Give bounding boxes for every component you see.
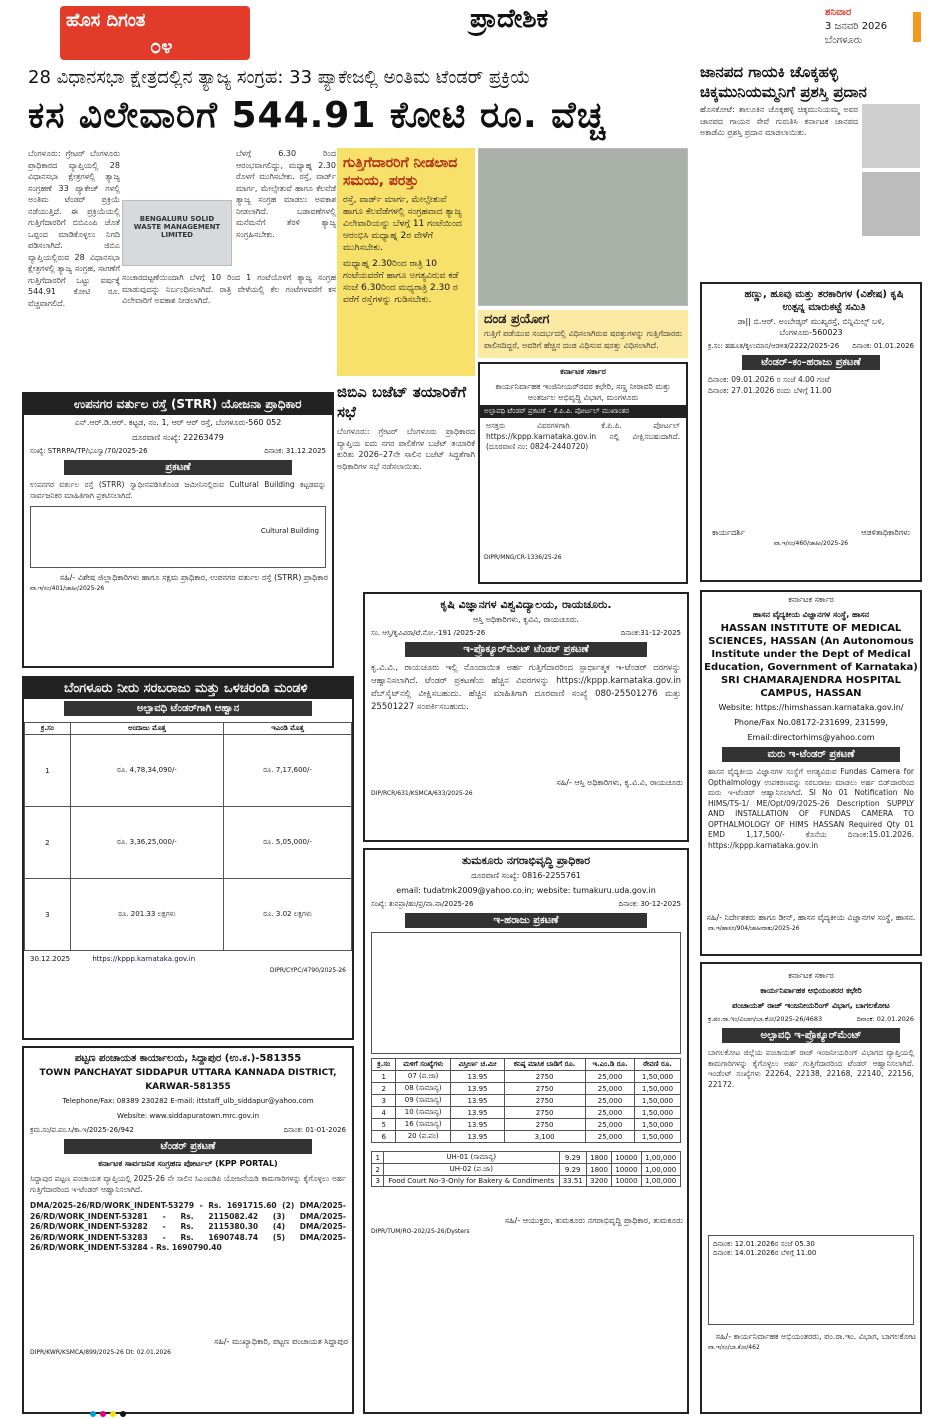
lead-kicker: 28 ವಿಧಾನಸಭಾ ಕ್ಷೇತ್ರದಲ್ಲಿನ ತ್ಯಾಜ್ಯ ಸಂಗ್ರಹ: 33 ಪ್ಯಾಕೇಜಲ್ಲಿ ಅಂತಿಮ ಟೆಂಡರ್ ಪ್ರಕ್ರಿಯೆ [28, 67, 531, 88]
table-cell: ರೂ. 3,36,25,000/- [70, 807, 223, 879]
bwssb-code: DIPR/CYPC/4790/2025-26 [269, 967, 346, 974]
table-cell: Food Court No-3-Only for Bakery & Condiments [384, 1176, 559, 1187]
tuda-kiosk-table [371, 1151, 680, 1187]
table-header-cell: ಮಳಿಗೆ ಸಂಖ್ಯೆಗಳು [395, 1059, 450, 1071]
apmc-code: ವಾ.ಇ/ಸಂ/460/ಜಾಹೀ/2025-26 [773, 540, 849, 547]
registration-mark [120, 1411, 126, 1417]
singer-photo [862, 104, 920, 168]
ad-strr [22, 392, 334, 668]
table-cell: 10 (ಸಾಮಾನ್ಯ) [395, 1107, 450, 1119]
bwssb-banner: ಅಲ್ಪಾವಧಿ ಟೆಂಡರ್‌ಗಾಗಿ ಆಹ್ವಾನ [64, 701, 312, 716]
sidebox-item-1: ರಸ್ತೆ, ವಾರ್ಡ್ ಮಾರ್ಗ, ಮೇಲ್ಸೇತುವೆ ಹಾಗೂ ಕೆಲವೆಡೆಗಳಲ್ಲಿ ಸಂಗ್ರಹವಾದ ತ್ಯಾಜ್ಯ ವಿಲೇವಾರಿಯನ್ನು ಬೆಳಗ್ಗೆ 11 ಗಂಟೆಯಿಂದ ಆರಂಭಿಸಿ ಮಧ್ಯಾಹ್ನ 2ರ ವೇಳೆಗೆ ಮುಗಿಸಬೇಕು. [343, 195, 462, 253]
table-row [372, 1176, 680, 1187]
table-header-cell: ಇ.ಎಂ.ಡಿ ರೂ. [585, 1059, 635, 1071]
hims-kannada-name: ಹಾಸನ ವೈದ್ಯಕೀಯ ವಿಜ್ಞಾನಗಳ ಸಂಸ್ಥೆ, ಹಾಸನ [752, 610, 870, 619]
mi-title: ಕರ್ನಾಟಕ ಸರ್ಕಾರ [560, 367, 606, 376]
table-cell: 1 [372, 1071, 396, 1083]
budget-story [337, 382, 475, 594]
uas-date: ದಿನಾಂಕ:31-12-2025 [620, 629, 681, 637]
hims-email[interactable]: Email:directorhims@yahoo.com [747, 733, 875, 742]
hims-phone: Phone/Fax No.08172-231699, 231599, [734, 718, 888, 727]
siddapur-signature: ಸಹಿ/- ಮುಖ್ಯಾಧಿಕಾರಿ, ಪಟ್ಟಣ ಪಂಚಾಯತ ಸಿದ್ದಾಪುರ [214, 1337, 348, 1346]
siddapur-works: DMA/2025-26/RD/WORK_INDENT-53279 - Rs. 1691715.60 (2) DMA/2025-26/RD/WORK_INDENT-53281 - Rs. 2115082.42 (3) DMA/2025-26/RD/WORK_INDENT-53282 - Rs. 2115380.30 (4) DMA/2025-26/RD/WORK_INDENT-53283 - Rs. 1690748.74 (5) DMA/2025-26/RD/WORK_INDENT-53284 - Rs. 1690790.40 [30, 1201, 346, 1252]
table-cell: 1800 [586, 1164, 611, 1176]
hims-signature: ಸಹಿ/- ನಿರ್ದೇಶಕರು ಹಾಗೂ ಡೀನ್, ಹಾಸನ ವೈದ್ಯಕೀಯ ವಿಜ್ಞಾನಗಳ ಸಂಸ್ಥೆ, ಹಾಸನ. [706, 913, 916, 922]
bagalkot-date: ದಿನಾಂಕ: 02.01.2026 [856, 1015, 914, 1023]
siddapur-body: ಸಿದ್ದಾಪುರ ಪಟ್ಟಣ ಪಂಚಾಯತ ವ್ಯಾಪ್ತಿಯಲ್ಲಿ 2025-26 ನೇ ಸಾಲಿನ ಸಿಎಂಐಡಿಪಿ ಯೋಜನೆಯಡಿ ಕಾಮಗಾರಿಗಳನ್ನು ಕೈಗೊಳ್ಳಲು ಅರ್ಹ ಗುತ್ತಿಗೆದಾರರಿಂದ ಇ-ಟೆಂಡರ್ ಆಹ್ವಾನಿಸಲಾಗಿದೆ. [30, 1174, 346, 1194]
uas-signature: ಸಹಿ/- ಆಸ್ತಿ ಅಧಿಕಾರಿಗಳು, ಕೃ.ವಿ.ವಿ, ರಾಯಚೂರು [556, 778, 683, 787]
table-cell: 2 [372, 1164, 384, 1176]
strr-title: ಉಪನಗರ ವರ್ತುಲ ರಸ್ತೆ (STRR) ಯೋಜನಾ ಪ್ರಾಧಿಕಾರ [24, 394, 332, 415]
table-cell: 2750 [504, 1095, 585, 1107]
penalty-body: ಗುತ್ತಿಗೆ ಪಡೆಯುವ ಸಂದರ್ಭದಲ್ಲಿ ವಿಧಿಸಲಾಗಿರುವ ಷರತ್ತುಗಳನ್ನು ಗುತ್ತಿಗೆದಾರರು ಪಾಲಿಸದಿದ್ದರೆ, ಅವರಿಗೆ ಹೆಚ್ಚಿನ ದಂಡ ವಿಧಿಸುವ ಷರತ್ತು ವಿಧಿಸಲಾಗಿದೆ. [484, 329, 682, 350]
registration-mark [90, 1411, 96, 1417]
table-cell: 9.29 [559, 1164, 586, 1176]
lead-headline: ಕಸ ವಿಲೇವಾರಿಗೆ 544.91 ಕೋಟಿ ರೂ. ವೆಚ್ಚ [28, 95, 606, 136]
table-cell: 10000 [612, 1164, 642, 1176]
strr-banner: ಪ್ರಕಟಣೆ [64, 460, 292, 475]
table-cell: 1,50,000 [635, 1083, 680, 1095]
table-cell: 5 [372, 1119, 396, 1131]
table-cell: 1,50,000 [635, 1071, 680, 1083]
siddapur-title-en: TOWN PANCHAYAT SIDDAPUR UTTARA KANNADA DISTRICT, KARWAR-581355 [39, 1068, 337, 1092]
bagalkot-office: ಕಾರ್ಯನಿರ್ವಾಹಕ ಅಭಿಯಂತರರ ಕಛೇರಿ [760, 986, 862, 995]
budget-title: ಜಿಬಿಎ ಬಜೆಟ್ ತಯಾರಿಕೆಗೆ ಸಭೆ [337, 383, 467, 421]
ad-uas [363, 592, 689, 842]
date-block [825, 6, 910, 48]
date: 3 ಜನವರಿ 2026 [825, 21, 888, 32]
apmc-deadline: ದಿನಾಂಕ: 09.01.2026 ರ ಸಂಜೆ 4.00 ಗಂಟೆ [708, 375, 830, 384]
ad-tumakuru [363, 848, 689, 1414]
siddapur-website[interactable]: Website: www.siddapuratown.mrc.gov.in [116, 1112, 260, 1120]
table-cell: 6 [372, 1131, 396, 1143]
ad-bwssb [22, 676, 354, 1040]
table-row [372, 1164, 680, 1176]
hims-website[interactable]: Website: https://himshassan.karnataka.gov.in/ [718, 703, 904, 712]
strr-phone: ದೂರವಾಣಿ ಸಂಖ್ಯೆ: 22263479 [132, 433, 224, 442]
table-cell: 3 [25, 879, 71, 951]
table-cell: 3 [372, 1176, 384, 1187]
table-cell: 25,000 [585, 1083, 635, 1095]
strr-code: ವಾ.ಇ/ಸಂ/401/ಜಾಹೀ/2025-26 [30, 585, 105, 592]
table-cell: 25,000 [585, 1071, 635, 1083]
bagalkot-dates-table [708, 1235, 914, 1325]
table-cell: 3200 [586, 1176, 611, 1187]
section-title: ಪ್ರಾದೇಶಿಕ [470, 4, 549, 34]
bagalkot-ref: ಕ್ರ.ಪಂ.ರಾ.ಇಂ/ವಿಬಾಗ/ಬಾ.ಕೋ/2025-26/4683 [708, 1015, 823, 1023]
table-cell: 13.95 [451, 1131, 504, 1143]
apmc-auction-date: ದಿನಾಂಕ: 27.01.2026 ರಂದು ಬೆಳಿಗ್ಗೆ 11.00 [708, 385, 832, 395]
table-cell: 1 [372, 1152, 384, 1164]
table-cell: 2750 [504, 1107, 585, 1119]
table-cell: 3,100 [504, 1131, 585, 1143]
tuda-date: ದಿನಾಂಕ: 30-12-2025 [618, 900, 681, 908]
bwssb-table [24, 722, 352, 951]
table-cell: 2 [25, 807, 71, 879]
penalty-box [478, 310, 688, 358]
table-cell: 2750 [504, 1071, 585, 1083]
penalty-title: ದಂಡ ಪ್ರಯೋಗ [484, 312, 550, 327]
table-cell: 10000 [612, 1152, 642, 1164]
siddapur-title: ಪಟ್ಟಣ ಪಂಚಾಯತ ಕಾರ್ಯಾಲಯ, ಸಿದ್ದಾಪುರ (ಉ.ಕ.)-581355 [74, 1053, 302, 1064]
table-cell: UH-02 (ಪ.ಜಾ) [384, 1164, 559, 1176]
table-row [25, 879, 352, 951]
ad-hims-hassan [700, 590, 922, 956]
lead-body-col1: ಬೆಂಗಳೂರು: ಗ್ರೇಟರ್ ಬೆಂಗಳೂರು ಪ್ರಾಧಿಕಾರದ ವ್ಯಾಪ್ತಿಯಲ್ಲಿ 28 ವಿಧಾನಸಭಾ ಕ್ಷೇತ್ರಗಳಲ್ಲಿ ತ್ಯಾಜ್ಯ ಸಂಗ್ರಹಣೆ 33 ಪ್ಯಾಕೇಜ್ ಗಳಲ್ಲಿ ಅಂತಿಮ ಟೆಂಡರ್ ಪ್ರಕ್ರಿಯೆ ನಡೆಯುತ್ತಿದೆ. ಈ ಪ್ರಕ್ರಿಯೆಯಲ್ಲಿ ಗುತ್ತಿಗೆದಾರರಿಗೆ ಬಿಬಿಎಂಪಿ ಜೊತೆ ಒಪ್ಪಂದ ಮಾಡಿಕೊಳ್ಳಲು ನಿಗದಿ ಪಡಿಸಲಾಗಿದೆ. ಜಿಬಿಎ ವ್ಯಾಪ್ತಿಯಲ್ಲಿರುವ 28 ವಿಧಾನಸಭಾ ಕ್ಷೇತ್ರಗಳಲ್ಲಿ ತ್ಯಾಜ್ಯ ಸಂಗ್ರಹ, ಸಾಗಣೆಗೆ ಗುತ್ತಿಗೆದಾರರಿಗೆ ಒಟ್ಟು ವರ್ಷಕ್ಕೆ 544.91 ಕೋಟಿ ರೂ. ವೆಚ್ಚವಾಗಲಿದೆ. [28, 149, 120, 308]
apmc-address: ಡಾ|| ಬಿ.ಆರ್. ಅಂಬೇಡ್ಕರ್ ಮುಖ್ಯರಸ್ತೆ, ಬಿನ್ನಿಮಿಲ್ಸ್ ಬಳಿ, ಬೆಂಗಳೂರು-560023 [737, 317, 885, 337]
hims-head: ಕರ್ನಾಟಕ ಸರ್ಕಾರ [788, 595, 834, 604]
ad-siddapur [22, 1046, 354, 1414]
uas-title: ಕೃಷಿ ವಿಜ್ಞಾನಗಳ ವಿಶ್ವವಿದ್ಯಾಲಯ, ರಾಯಚೂರು. [440, 598, 612, 611]
table-cell: 13.95 [451, 1119, 504, 1131]
table-cell: 25,000 [585, 1119, 635, 1131]
apmc-signatory: ಕಾರ್ಯದರ್ಶಿ [712, 528, 745, 537]
table-cell: 2750 [504, 1083, 585, 1095]
table-cell: ರೂ. 3.02 ಲಕ್ಷಗಳು [224, 879, 352, 951]
table-cell: 2750 [504, 1119, 585, 1131]
table-header-cell: ವಿಸ್ತೀರ್ಣ ಚ.ಮೀ [451, 1059, 504, 1071]
table-header-cell: ಠೇವಣಿ ರೂ. [635, 1059, 680, 1071]
tuda-code: DIPR/TUM/RO-202/25-26/Dysters [371, 1228, 470, 1235]
table-cell: 3 [372, 1095, 396, 1107]
table-row [372, 1152, 680, 1164]
tuda-ref: ಸಂಖ್ಯೆ: ತುನಪ್ರಾ/ಹಂ/ಪ್ರ/ವಾ.ವಾ/2025-26 [371, 900, 474, 908]
strr-table [30, 506, 326, 568]
garbage-trucks-photo [478, 148, 688, 306]
strr-table-cell: Cultural Building [260, 527, 319, 535]
bwssb-portal-link[interactable]: https://kppp.karnataka.gov.in [92, 955, 196, 963]
strr-signature: ಸಹಿ/- ವಿಶೇಷ ಜಿಲ್ಲಾಧಿಕಾರಿಗಳು ಹಾಗೂ ಸಕ್ಷಮ ಪ್ರಾಧಿಕಾರ, ಉಪನಗರ ವರ್ತುಲ ರಸ್ತೆ (STRR) ಪ್ರಾಧಿಕಾರ [59, 573, 328, 582]
table-cell: 1,00,000 [641, 1152, 680, 1164]
table-cell: 33.51 [559, 1176, 586, 1187]
table-cell: 1,50,000 [635, 1119, 680, 1131]
photo-caption: BENGALURU SOLID WASTE MANAGEMENT LIMITED [133, 215, 221, 239]
table-cell: 16 (ಸಾಮಾನ್ಯ) [395, 1119, 450, 1131]
table-cell: 13.95 [451, 1095, 504, 1107]
uas-code: DIP/RCR/631/KSMCA/633/2025-26 [371, 790, 473, 797]
bagalkot-code: ವಾ.ಇ/ಸಂ/ಬಾ.ಕೋ/462 [708, 1344, 760, 1351]
table-cell: 2 [372, 1083, 396, 1095]
table-row [25, 807, 352, 879]
table-row [25, 735, 352, 807]
table-cell: 20 (ಪ.ಪಂ) [395, 1131, 450, 1143]
table-row [372, 1131, 680, 1143]
lead-photo [122, 200, 232, 266]
strr-body: ಉಪನಗರ ವರ್ತುಲ ರಸ್ತೆ (STRR) ಸ್ವಾಧೀನಪಡಿಸಿಕೊಂಡ ಜಮೀನಿನಲ್ಲಿರುವ Cultural Building ಕಟ್ಟಡವನ್ನು ಸಾರ್ವಜನಿಕರ ಮಾಹಿತಿಗಾಗಿ ಪ್ರಕಟಿಸಲಾಗಿದೆ. [30, 480, 326, 500]
singer-headline: ಜಾನಪದ ಗಾಯಕಿ ಚೊಕ್ಕಹಳ್ಳಿ ಚಿಕ್ಕಮುನಿಯಮ್ಮನಿಗೆ ಪ್ರಶಸ್ತಿ ಪ್ರದಾನ [700, 63, 867, 101]
siddapur-banner: ಟೆಂಡರ್ ಪ್ರಕಟಣೆ [64, 1139, 312, 1154]
table-header [25, 723, 352, 735]
table-header-cell: ಕನಿಷ್ಠ ಮಾಸಿಕ ಬಾಡಿಗೆ ರೂ. [504, 1059, 585, 1071]
bwssb-title: ಬೆಂಗಳೂರು ನೀರು ಸರಬರಾಜು ಮತ್ತು ಒಳಚರಂಡಿ ಮಂಡಳಿ [24, 678, 352, 699]
table-header [372, 1059, 680, 1071]
hims-code: ವಾ.ಇ/ಹಾಸನ/904/ಜಾಹೀರಾತು/2025-26 [708, 925, 800, 932]
bwssb-col-sn: ಕ್ರ.ಸಂ [25, 723, 71, 735]
tuda-schedule-table [371, 932, 681, 1054]
hims-banner: ಮರು ಇ-ಟೆಂಡರ್ ಪ್ರಕಟಣೆ [722, 747, 900, 762]
bagalkot-head: ಕರ್ನಾಟಕ ಸರ್ಕಾರ [788, 971, 834, 980]
mi-body: ಆಸಕ್ತರು ವಿವರಗಳಿಗಾಗಿ ಕೆ.ಪಿ.ಪಿ. ಪೋರ್ಟಲ್ https://kppp.karnataka.gov.in ನಲ್ಲಿ ವೀಕ್ಷಿಸಬಹುದಾಗಿದೆ. (ದೂರವಾಣಿ ನಂ: 0824-2440720) [486, 421, 680, 451]
table-cell: 4 [372, 1107, 396, 1119]
hims-body: ಹಾಸನ ವೈದ್ಯಕೀಯ ವಿಜ್ಞಾನಗಳ ಸಂಸ್ಥೆಗೆ ಅಗತ್ಯವಿರುವ Fundas Camera for Opthalmology ಉಪಕರಣವನ್ನು ಸರಬರಾಜು ಮಾಡಲು ಅರ್ಹ ಬಿಡ್‌ದಾರರಿಂದ ಮರು ಇ-ಟೆಂಡರ್ ಆಹ್ವಾನಿಸಲಾಗಿದೆ. Sl No 01 Notification No HIMS/TS-1/ ME/Opt/09/2025-26 Description SUPPLY AND INSTALLATION OF FUNDAS CAMERA TO OPTHALMOLOGY OF HIMS HASSAN Required Qty 01 EMD 1,17,500/- ಕೊನೆಯ ದಿನಾಂಕ:15.01.2026. https://kppp.karnataka.gov.in [708, 767, 914, 850]
table-cell: ರೂ. 4,78,34,090/- [70, 735, 223, 807]
strr-address: ಎನ್.ಆರ್.ಡಿ.ಆರ್. ಕಟ್ಟಡ, ನಂ. 1, ಆರ್ ಆರ್ ರಸ್ತೆ, ಬೆಂಗಳೂರು-560 052 [74, 418, 282, 427]
apmc-title: ಹಣ್ಣು, ಹೂವು ಮತ್ತು ತರಕಾರಿಗಳ (ವಿಶೇಷ) ಕೃಷಿ ಉತ್ಪನ್ನ ಮಾರುಕಟ್ಟೆ ಸಮಿತಿ [744, 289, 904, 313]
siddapur-contact: Telephone/Fax: 08389 230282 E-mail: ittstaff_ulb_siddapur@yahoo.com [62, 1097, 314, 1105]
table-cell: 1,00,000 [641, 1164, 680, 1176]
sidebox-item-2: ಮಧ್ಯಾಹ್ನ 2.30ರಿಂದ ರಾತ್ರಿ 10 ಗಂಟೆಯವರೆಗೆ ಹಾಗೂ ಅಗತ್ಯವಿರುವ ಕಡೆ ಸಂಜೆ 6.30ರಿಂದ ಮಧ್ಯರಾತ್ರಿ 2.30 ರ ವರೆಗೆ ರಸ್ತೆಗಳನ್ನು ಗುಡಿಸಬೇಕು. [343, 259, 459, 305]
mi-sub: ಕಾರ್ಯನಿರ್ವಾಹಕ ಇಂಜಿನೀಯರ್‌ರವರ ಕಛೇರಿ, ಸಣ್ಣ ನೀರಾವರಿ ಮತ್ತು ಅಂತರ್ಜಲ ಅಭಿವೃದ್ಧಿ ವಿಭಾಗ, ಮಂಗಳೂರು [495, 382, 671, 402]
table-cell: ರೂ. 201.33 ಲಕ್ಷಗಳು [70, 879, 223, 951]
bagalkot-body: ಬಾಗಲಕೋಟ ಜಿಲ್ಲೆಯ ಪಂಚಾಯತ್ ರಾಜ್ ಇಂಜನೀಯರಿಂಗ್ ವಿಭಾಗದ ವ್ಯಾಪ್ತಿಯಲ್ಲಿ ಕಾಮಗಾರಿಗಳನ್ನು ಕೈಗೊಳ್ಳಲು ಅರ್ಹ ಗುತ್ತಿಗೆದಾರರಿಂದ ಟೆಂಡರ್ ಆಹ್ವಾನಿಸಲಾಗಿದೆ. ಇಂಡೆಂಟ್ ಸಂಖ್ಯೆಗಳು 22264, 22138, 22168, 22140, 22156, 22172. [708, 1048, 914, 1089]
table-cell: 9.29 [559, 1152, 586, 1164]
table-cell: 1,50,000 [635, 1107, 680, 1119]
tuda-title: ತುಮಕೂರು ನಗರಾಭಿವೃದ್ಧಿ ಪ್ರಾಧಿಕಾರ [461, 854, 591, 867]
sidebox-title: ಗುತ್ತಿಗೆದಾರರಿಗೆ ನೀಡಲಾದ ಸಮಯ, ಪರತ್ತು [343, 155, 458, 189]
table-cell: 1,00,000 [641, 1176, 680, 1187]
table-row [372, 1095, 680, 1107]
table-row [372, 1083, 680, 1095]
tuda-phone: ದೂರವಾಣಿ ಸಂಖ್ಯೆ: 0816-2255761 [471, 871, 581, 880]
uas-body: ಕೃ.ವಿ.ವಿ., ರಾಯಚೂರು ಇಲ್ಲಿ ನೊಂದಾಯಿತ ಅರ್ಹ ಗುತ್ತಿಗೆದಾರರಿಂದ ಸ್ಪಾರ್ಧಾತ್ಮಕ ಇ-ಟೆಂಡರ್ ದರಗಳನ್ನು ಆಹ್ವಾನಿಸಲಾಗಿದೆ. ಟೆಂಡರ್ ಪ್ರಕಟಣೆಯ ಹೆಚ್ಚಿನ ವಿವರಗಳನ್ನು https://kppp.karnataka.gov.in ವೆಬ್‌ಸೈಟ್‌ನಲ್ಲಿ ವೀಕ್ಷಿಸಬಹುದು. ಹೆಚ್ಚಿನ ಮಾಹಿತಿಗಾಗಿ ದೂರವಾಣಿ ಸಂಖ್ಯೆ 080-25501276 ಮತ್ತು 25501227 ಸಂಪರ್ಕಿಸಬಹುದು. [371, 663, 681, 712]
table-cell: 1 [25, 735, 71, 807]
bwssb-col-cost: ಅಂದಾಜು ಮೊತ್ತ [70, 723, 223, 735]
uas-ref: ಸಂ. ಆಸ್ತಿ/ಕೃವಿವಿರಾ/ಟೆ.ನೋ.-191 /2025-26 [371, 629, 486, 637]
hims-english-name: HASSAN INSTITUTE OF MEDICAL SCIENCES, HASSAN (An Autonomous Institute under the Dept of Medical Education, Government of Karnataka) SRI CHAMARAJENDRA HOSPITAL CAMPUS, HASSAN [704, 623, 918, 699]
tuda-email: email: tudatmk2009@yahoo.co.in; website: tumakuru.uda.gov.in [396, 886, 656, 895]
strr-ref: ಸಂಖ್ಯೆ: STRRPA/TP/ಭೂಸ್ವಾ/70/2025-26 [30, 447, 148, 455]
bwssb-col-emd: ಇಎಂಡಿ ಮೊತ್ತ [224, 723, 352, 735]
bagalkot-dept: ಪಂಚಾಯತ್ ರಾಜ್ ಇಂಜನೀಯರಿಂಗ್ ವಿಭಾಗ, ಬಾಗಲಕೋಟ [732, 1001, 890, 1010]
table-row [372, 1119, 680, 1131]
table-cell: 25,000 [585, 1131, 635, 1143]
apmc-date: ದಿನಾಂಕ: 01.01.2026 [852, 342, 914, 350]
tuda-signature: ಸಹಿ/- ಆಯುಕ್ತರು, ತುಮಕೂರು ನಗರಾಭಿವೃದ್ಧಿ ಪ್ರಾಧಿಕಾರ, ತುಮಕೂರು [504, 1216, 683, 1225]
siddapur-code: DIPR/KWR/KSMCA/899/2025-26 Dt: 02.01.2026 [30, 1349, 171, 1356]
bagalkot-banner: ಅಲ್ಪಾವಧಿ ಇ-ಪ್ರೊಕ್ಯೂರ್‌ಮೆಂಟ್ [722, 1028, 900, 1043]
table-header-cell: ಕ್ರ.ಸಂ [372, 1059, 396, 1071]
table-cell: 13.95 [451, 1107, 504, 1119]
budget-body: ಬೆಂಗಳೂರು: ಗ್ರೇಟರ್ ಬೆಂಗಳೂರು ಪ್ರಾಧಿಕಾರದ ವ್ಯಾಪ್ತಿಯ ಐದು ನಗರ ಪಾಲಿಕೆಗಳ ಬಜೆಟ್ ತಯಾರಿಕೆ ಕುರಿತು 2026–27ನೇ ಸಾಲಿನ ಬಜೆಟ್ ಸಿದ್ಧತೆಗಾಗಿ ಅಧಿಕಾರಿಗಳ ಸಭೆ ನಡೆಸಲಾಯಿತು. [337, 427, 475, 471]
table-cell: ರೂ. 7,17,600/- [224, 735, 352, 807]
table-cell: 1800 [586, 1152, 611, 1164]
table-cell: ರೂ. 5,05,000/- [224, 807, 352, 879]
siddapur-portal: ಕರ್ನಾಟಕ ಸಾರ್ವಜನಿಕ ಸಂಗ್ರಹಣ ಪೋರ್ಟಲ್ (KPP PORTAL) [98, 1159, 278, 1168]
table-cell: 08 (ಸಾಮಾನ್ಯ) [395, 1083, 450, 1095]
table-cell: 1,50,000 [635, 1095, 680, 1107]
person-photo [862, 172, 920, 236]
table-row [372, 1071, 680, 1083]
siddapur-ref: ಕ್ರಮ.ಸಂ/ಪ.ಪಂ.ಸಿ/ಕಾ.ಇ/2025-26/942 [30, 1126, 134, 1134]
table-cell: 13.95 [451, 1071, 504, 1083]
bagalkot-open-date: ದಿನಾಂಕ: 14.01.2026ರ ಬೆಳಿಗ್ಗೆ 11.00 [713, 1249, 817, 1257]
tuda-shops-table [371, 1058, 680, 1143]
table-cell: 25,000 [585, 1107, 635, 1119]
apmc-signatory-2: ಆಡಳಿತಾಧಿಕಾರಿಗಳು [861, 528, 910, 537]
weekday: ಶನಿವಾರ [825, 7, 852, 18]
table-row [372, 1107, 680, 1119]
strr-date: ದಿನಾಂಕ: 31.12.2025 [264, 447, 326, 455]
tuda-banner: ಇ-ಹರಾಜು ಪ್ರಕಟಣೆ [405, 913, 647, 928]
table-cell: 25,000 [585, 1095, 635, 1107]
table-cell: 1,50,000 [635, 1131, 680, 1143]
lead-body-col2: ಬೆಳಗ್ಗೆ 6.30 ರಿಂದ ಆರಂಭವಾಗಲಿದ್ದು, ಮಧ್ಯಾಹ್ನ 2.30 ರೊಳಗೆ ಮುಗಿಸಬೇಕು. ರಸ್ತೆ, ವಾರ್ಡ್ ಮಾರ್ಗ, ಮೇಲ್ಸೇತುವೆ ಹಾಗೂ ಕೆಲವೆಡೆ ತ್ಯಾಜ್ಯ ಸಂಗ್ರಹ ಮಾಡಲು ಅವಕಾಶ ನೀಡಲಾಗಿದೆ. ಬಡಾವಣೆಗಳಲ್ಲಿ ಮನೆಮನೆಗೆ ತೆರಳಿ ತ್ಯಾಜ್ಯ ಸಂಗ್ರಹಿಸಬೇಕು. [236, 149, 336, 239]
page-number: ೦೪ [150, 34, 173, 58]
ad-minor-irrigation [478, 362, 688, 584]
mi-code: DIPR/MNG/CR-1336/25-26 [484, 554, 562, 561]
logo-text: ಹೊಸ ದಿಗಂತ [66, 10, 146, 31]
lead-body-col3: ಸಂಚಾರದಟ್ಟಣೆಯಿಂದಾಗಿ ಬೆಳಗ್ಗೆ 10 ರಿಂದ 1 ಗಂಟೆಯೊಳಗೆ ತ್ಯಾಜ್ಯ ಸಂಗ್ರಹ ಮಾಡುವುದನ್ನು ನಿರ್ಬಂಧಿಸಲಾಗಿದೆ. ರಾತ್ರಿ ವೇಳೆಯಲ್ಲಿ ಕೆಲ ಗಂಟೆಗಳವರೆಗೆ ಕಸ ವಿಲೇವಾರಿಗೆ ಅವಕಾಶ ನೀಡಲಾಗಿದೆ. [122, 273, 336, 305]
city: ಬೆಂಗಳೂರು [825, 35, 863, 46]
table-cell: 13.95 [451, 1083, 504, 1095]
bagalkot-deadline: ದಿನಾಂಕ: 12.01.2026ರ ಸಂಜೆ 05.30 [713, 1240, 815, 1248]
bwssb-date: 30.12.2025 [30, 955, 71, 963]
mi-banner: ಅಲ್ಪಾವಧಿ ಟೆಂಡರ್ ಪ್ರಕಟಣೆ – ಕೆ.ಪಿ.ಪಿ. ಪೋರ್ಟಲ್ ಮುಖಾಂತರ [480, 405, 686, 418]
ad-apmc [700, 282, 922, 582]
siddapur-date: ದಿನಾಂಕ: 01-01-2026 [283, 1126, 346, 1134]
ad-bagalkot [700, 962, 922, 1414]
singer-body: ಹೊಸಕೋಟೆ: ತಾಲೂಕಿನ ಚೊಕ್ಕಹಳ್ಳಿ ಚಿಕ್ಕಮುನಿಯಮ್ಮ ಅವರ ಜಾನಪದ ಗಾಯನ ಸೇವೆ ಗುರುತಿಸಿ ಕರ್ನಾಟಕ ಜಾನಪದ ಅಕಾಡೆಮಿ ಪ್ರಶಸ್ತಿ ಪ್ರದಾನ ಮಾಡಲಾಯಿತು. [700, 105, 858, 137]
registration-mark [110, 1411, 116, 1417]
uas-sub: ಆಸ್ತಿ ಅಧಿಕಾರಿಗಳು, ಕೃವಿವಿ, ರಾಯಚೂರು. [472, 615, 580, 624]
sidebox [337, 148, 475, 376]
table-cell: UH-01 (ಸಾಮಾನ್ಯ) [384, 1152, 559, 1164]
uas-banner: ಇ-ಪ್ರೊಕ್ಯೂರ್‌ಮೆಂಟ್ ಟೆಂಡರ್ ಪ್ರಕಟಣೆ [405, 642, 647, 657]
registration-mark [100, 1411, 106, 1417]
apmc-banner: ಟೆಂಡರ್–ಕಂ–ಹರಾಜು ಪ್ರಕಟಣೆ [742, 355, 880, 370]
table-cell: 10000 [612, 1176, 642, 1187]
bagalkot-signature: ಸಹಿ/- ಕಾರ್ಯನಿರ್ವಾಹಕ ಅಭಿಯಂತರರು, ಪಂ.ರಾ.ಇಂ. ವಿಭಾಗ, ಬಾಗಲಕೋಟ [715, 1332, 916, 1341]
apmc-ref: ಕ್ರ.ಸಂ: ಹಹೂತ/ಕೃಉಮಾಸ/ಆಡಳಿತ/2222/2025-26 [708, 342, 840, 350]
table-cell: 09 (ಸಾಮಾನ್ಯ) [395, 1095, 450, 1107]
section-marker [913, 12, 921, 42]
masthead-logo [60, 6, 250, 60]
table-cell: 07 (ಪ.ಜಾ) [395, 1071, 450, 1083]
